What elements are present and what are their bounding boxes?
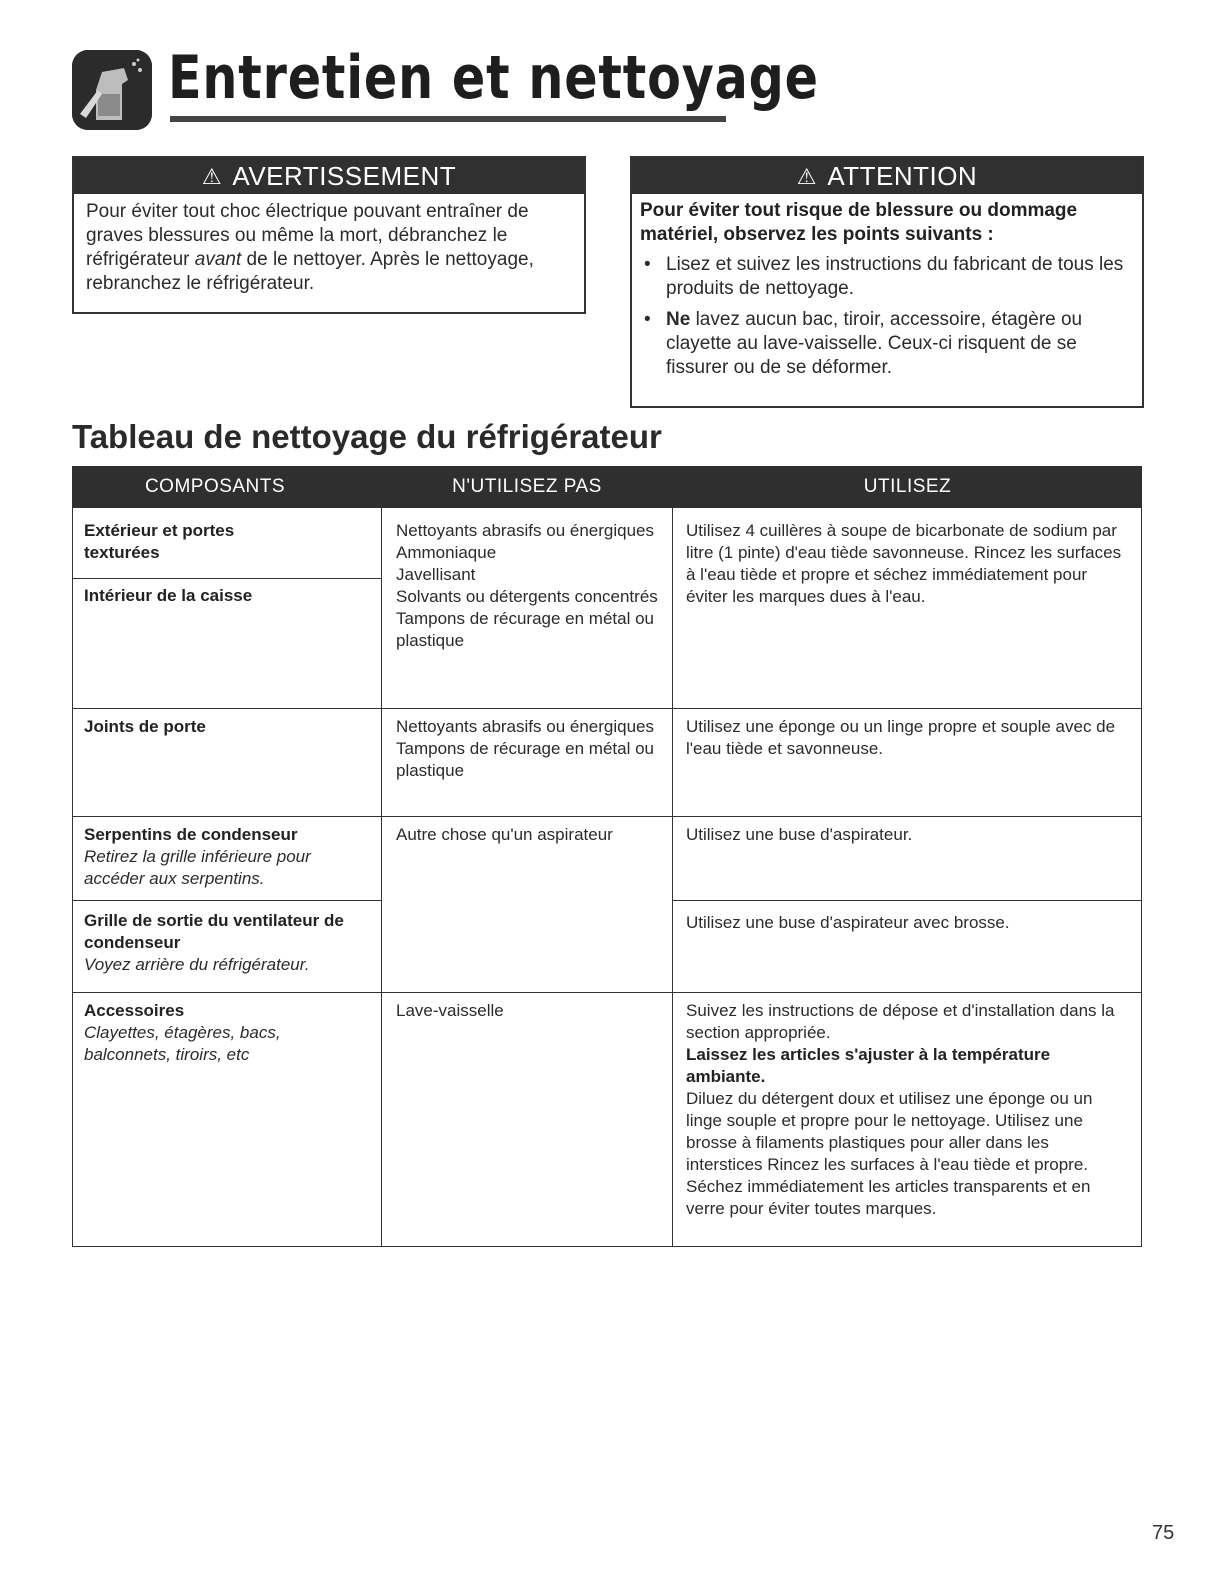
table-cell-component — [84, 824, 364, 890]
warning-box — [72, 156, 586, 314]
component-name: Joints de porte — [84, 717, 206, 736]
use-text: Suivez les instructions de dépose et d'installation dans la section appropriée. — [686, 1001, 1115, 1042]
row-divider — [72, 816, 1142, 817]
use-text: Diluez du détergent doux et utilisez une éponge ou un linge souple et propre pour le nettoyage. Utilisez une brosse à filaments plastiques pour aller dans les interstices Rincez les surfaces à l'eau tiède et propre. Séchez immédiatement les articles transparents et en verre pour éviter toutes marques. — [686, 1089, 1093, 1218]
table-cell-component — [84, 910, 374, 976]
component-divider — [72, 900, 382, 901]
table-cell-avoid — [396, 520, 666, 652]
column-header-use: UTILISEZ — [863, 476, 952, 497]
table-cell-component — [84, 716, 364, 738]
caution-item-text: lavez aucun bac, tiroir, accessoire, étagère ou clayette au lave-vaisselle. Ceux-ci risquent de se fissurer ou de se déformer. — [666, 309, 1083, 378]
header-underline — [170, 116, 726, 122]
caution-item-bold: Ne — [666, 309, 691, 330]
component-name: Extérieur et portes texturées — [84, 521, 235, 562]
cleaning-table — [72, 466, 1142, 1248]
component-note: Voyez arrière du réfrigérateur. — [84, 955, 310, 974]
table-cell-avoid — [396, 1000, 666, 1022]
use-divider — [672, 900, 1142, 901]
component-name: Grille de sortie du ventilateur de condenseur — [84, 911, 344, 952]
caution-title: ATTENTION — [827, 161, 978, 191]
component-name: Intérieur de la caisse — [84, 586, 253, 605]
warning-text-emphasis: avant — [194, 249, 242, 270]
component-note: Clayettes, étagères, bacs, balconnets, tiroirs, etc — [84, 1023, 281, 1064]
caution-lead: Pour éviter tout risque de blessure ou dommage matériel, observez les points suivants : — [640, 200, 1078, 245]
avoid-item: Javellisant — [396, 565, 476, 584]
avoid-item: Nettoyants abrasifs ou énergiques — [396, 521, 654, 540]
column-divider — [381, 508, 382, 1247]
column-header-avoid: N'UTILISEZ PAS — [452, 476, 602, 497]
component-note: Retirez la grille inférieure pour accéder aux serpentins. — [84, 847, 311, 888]
table-cell-component — [84, 585, 364, 607]
page-header — [72, 38, 819, 128]
table-header-row — [72, 466, 1142, 508]
component-divider — [72, 578, 382, 579]
warning-title: AVERTISSEMENT — [232, 161, 457, 191]
avoid-item: Lave-vaisselle — [396, 1001, 504, 1020]
warning-text-part2: de le nettoyer. Après le nettoyage, rebranchez le réfrigérateur. — [86, 249, 534, 294]
avoid-item: Autre chose qu'un aspirateur — [396, 825, 613, 844]
table-cell-component — [84, 520, 284, 564]
caution-box — [630, 156, 1144, 408]
caution-header — [632, 158, 1142, 194]
page-title: Entretien et nettoyage — [168, 43, 819, 113]
use-text-bold: Laissez les articles s'ajuster à la température ambiante. — [686, 1045, 1051, 1086]
caution-list — [640, 253, 1132, 380]
table-cell-avoid — [396, 824, 666, 846]
caution-item — [640, 253, 1132, 301]
avoid-item: Tampons de récurage en métal ou plastique — [396, 739, 654, 780]
avoid-item: Solvants ou détergents concentrés — [396, 587, 658, 606]
table-cell-use: Utilisez une buse d'aspirateur avec brosse. — [686, 913, 1010, 932]
component-name: Accessoires — [84, 1001, 185, 1020]
table-cell-use: Utilisez une éponge ou un linge propre et souple avec de l'eau tiède et savonneuse. — [686, 717, 1116, 758]
bullet-icon: • — [644, 309, 651, 330]
table-cell-use — [686, 1000, 1126, 1220]
table-cell-avoid — [396, 716, 666, 782]
avoid-item: Ammoniaque — [396, 543, 497, 562]
row-divider — [72, 992, 1142, 993]
caution-triangle-icon: ⚠ — [796, 164, 818, 189]
column-divider — [672, 508, 673, 1247]
warning-text-part1: Pour éviter tout choc électrique pouvant entraîner de graves blessures ou même la mort, débranchez le réfrigérateur — [86, 201, 529, 270]
avoid-item: Tampons de récurage en métal ou plastique — [396, 609, 654, 650]
warning-header — [74, 158, 584, 194]
page-number: 75 — [1152, 1522, 1175, 1544]
warning-triangle-icon: ⚠ — [201, 164, 223, 189]
column-header-components: COMPOSANTS — [144, 476, 286, 497]
bullet-icon: • — [644, 254, 651, 275]
caution-item-text: Lisez et suivez les instructions du fabricant de tous les produits de nettoyage. — [666, 254, 1124, 299]
table-cell-component — [84, 1000, 334, 1066]
component-name: Serpentins de condenseur — [84, 825, 298, 844]
table-cell-use: Utilisez 4 cuillères à soupe de bicarbonate de sodium par litre (1 pinte) d'eau tiède savonneuse. Rincez les surfaces à l'eau tiède et propre et séchez immédiatement pour éviter les marques dues à l'eau. — [686, 521, 1122, 606]
avoid-item: Nettoyants abrasifs ou énergiques — [396, 717, 654, 736]
table-cell-use: Utilisez une buse d'aspirateur. — [686, 825, 913, 844]
section-title: Tableau de nettoyage du réfrigérateur — [72, 418, 662, 455]
spray-cleaner-icon — [72, 50, 152, 130]
caution-item — [640, 308, 1132, 380]
warning-text — [74, 194, 584, 296]
row-divider — [72, 708, 1142, 709]
